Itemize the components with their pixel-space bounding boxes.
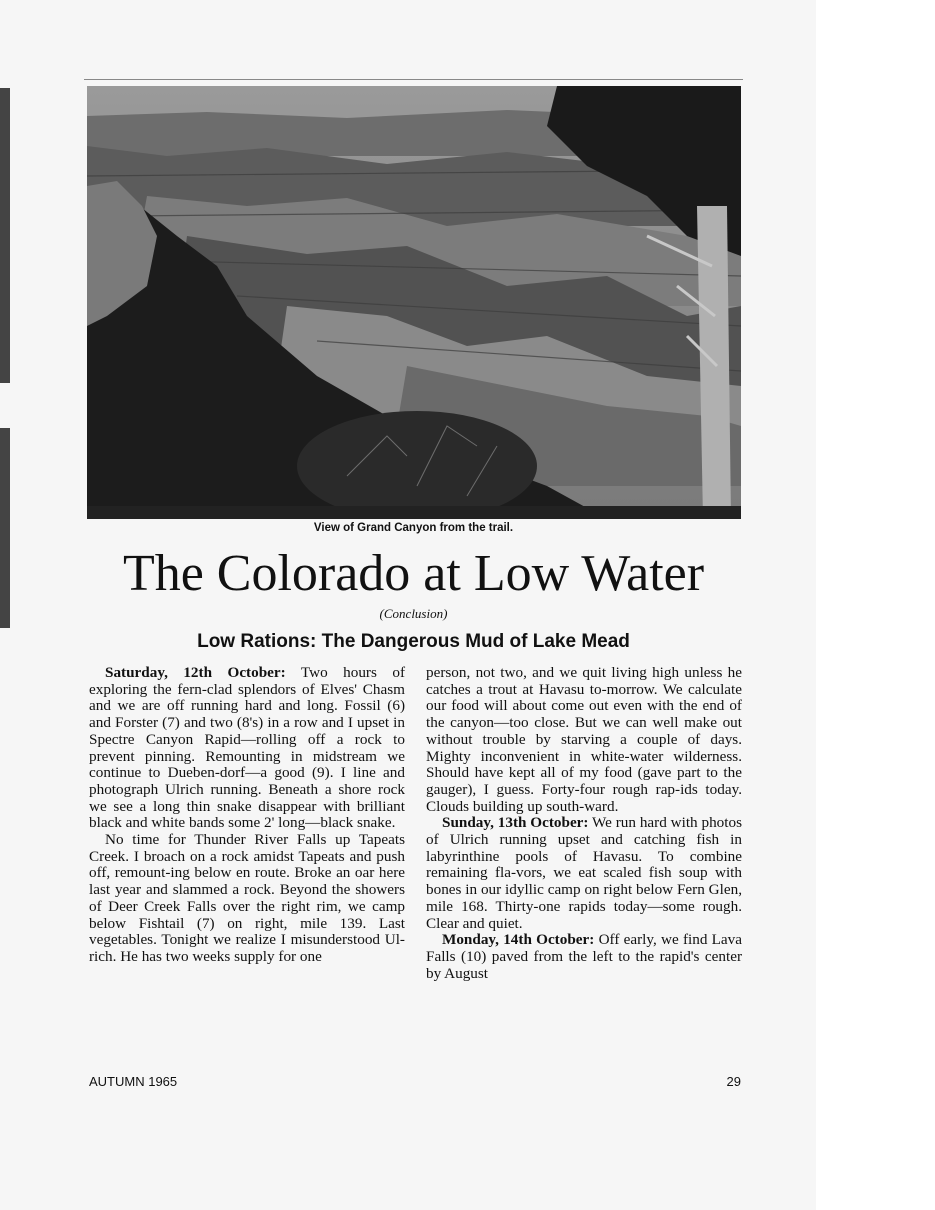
photo-caption: View of Grand Canyon from the trail. bbox=[313, 522, 514, 534]
article-subtitle: (Conclusion) bbox=[379, 606, 448, 621]
diary-date: Monday, 14th October: bbox=[442, 931, 595, 949]
scan-edge-mark bbox=[0, 88, 10, 383]
paragraph bbox=[426, 932, 742, 982]
diary-date: Sunday, 13th October: bbox=[442, 814, 589, 832]
section-heading: Low Rations: The Dangerous Mud of Lake Mead bbox=[197, 631, 630, 652]
diary-date: Saturday, 12th October: bbox=[105, 664, 286, 681]
paragraph-text: Off early, we find Lava Falls (10) paved from the left to the rapid's center by August bbox=[426, 931, 742, 982]
paragraph-text: We run hard with photos of Ulrich running upset and catching fish in labyrinthine pools of Havasu. To combine remaining fla-vors, we eat scaled fish soup with bones in our idyllic camp on right below Fern Glen, mile 168. Thirty-one rapids today—some rough. Clear and quiet. bbox=[426, 814, 742, 932]
top-rule bbox=[84, 79, 743, 80]
paragraph bbox=[426, 815, 742, 932]
paragraph bbox=[426, 665, 742, 815]
page-number: 29 bbox=[726, 1074, 741, 1089]
scan-margin bbox=[816, 0, 935, 1210]
grand-canyon-photo bbox=[87, 86, 741, 519]
paragraph bbox=[89, 665, 405, 832]
issue-label: AUTUMN 1965 bbox=[89, 1074, 178, 1089]
paragraph-text: Two hours of exploring the fern-clad splendors of Elves' Chasm and we are off running hard and long. Fossil (6) and Forster (7) and two (8's) in a row and I upset in Spectre Canyon Rapid—rolling off a rock to prevent pinning. Remounting in midstream we continue to Dueben-dorf—a good (9). I line and photograph Ulrich running. Beneath a shore rock we see a long thin snake disappear with brilliant black and white bands some 2' long—black snake. bbox=[89, 664, 406, 832]
paragraph-text: person, not two, and we quit living high unless he catches a trout at Havasu to-morrow. We calculate our food will about come out even with the end of the canyon—too close. But we can well make out without trouble by starving a couple of days. Mighty inconvenient in white-water wilderness. Should have kept all of my food (gave part to the gauger), I guess. Forty-four rough rap-ids today. Clouds building up south-ward. bbox=[426, 664, 742, 815]
scan-edge-mark bbox=[0, 428, 10, 628]
paragraph bbox=[89, 832, 405, 966]
text-column-left bbox=[89, 665, 405, 966]
paragraph-text: No time for Thunder River Falls up Tapeats Creek. I broach on a rock amidst Tapeats and push off, remount-ing below en route. Broke an oar here last year and slammed a rock. Beyond the showers of Deer Creek Falls over the right rim, we camp below Fishtail (7) on right, mile 139. Last vegetables. Tonight we realize I misunderstood Ul-rich. He has two weeks supply for one bbox=[89, 831, 405, 965]
text-column-right bbox=[426, 665, 742, 982]
article-title: The Colorado at Low Water bbox=[122, 545, 705, 602]
